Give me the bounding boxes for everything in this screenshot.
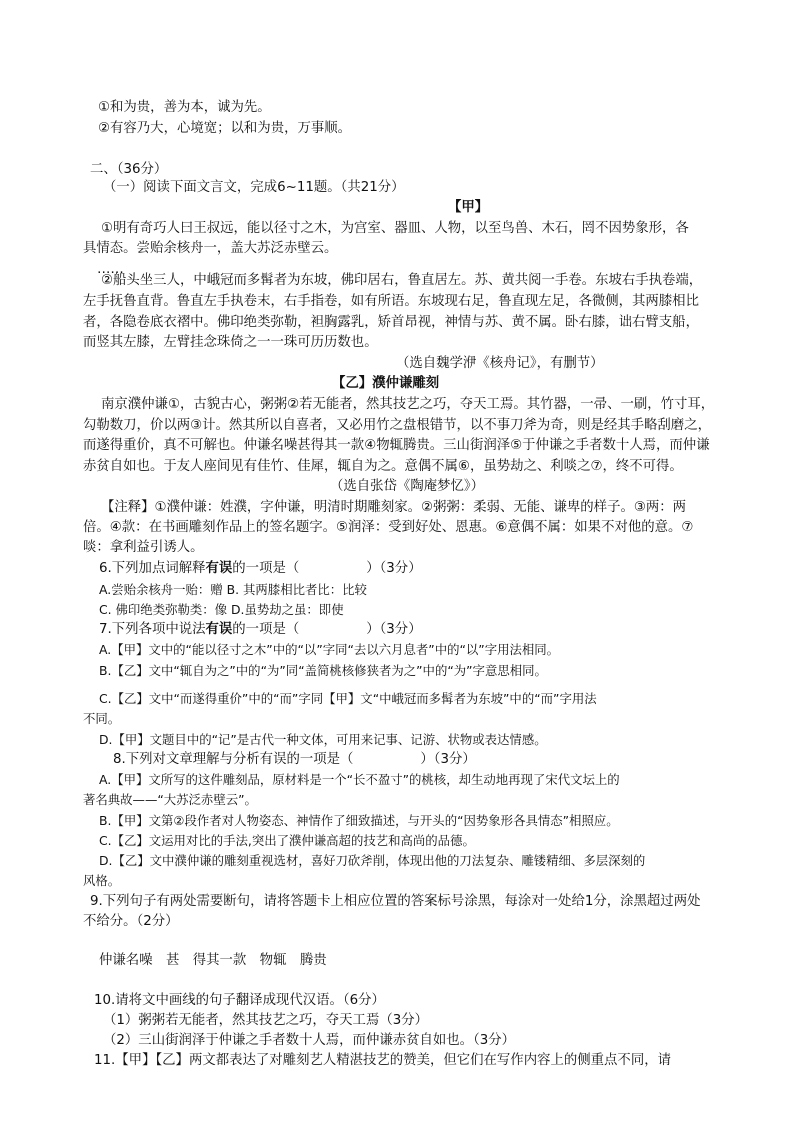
question-7-stem: 7.下列各项中说法有误的一项是（ ）（3分） bbox=[99, 622, 422, 637]
yi-para-line: 南京濮仲谦①，古貌古心，粥粥②若无能者，然其技艺之巧，夺天工焉。其竹器，一帚、一刷，竹寸耳， bbox=[101, 397, 715, 412]
jia-para1-line: ①明有奇巧人曰王叔远，能以径寸之木，为宫室、器皿、人物，以至鸟兽、木石，罔不因势象形，各 bbox=[101, 221, 689, 236]
jia-para2-line: 而竖其左膝，左臂挂念珠倚之一一珠可历历数也。 bbox=[83, 335, 378, 350]
question-6-options-cd: C. 佛印绝类弥勒类：像 D.虽势劫之虽：即使 bbox=[99, 602, 344, 617]
question-9-phrase: 仲谦名噪 甚 得其一款 物辄 腾贵 bbox=[99, 953, 327, 968]
question-8-option-a: A.【甲】文所写的这件雕刻品，原材料是一个“长不盈寸”的桃核，却生动地再现了宋代文坛上的 bbox=[99, 772, 620, 787]
jia-para1-line: 具情态。尝贻余核舟一，盖大苏泛赤壁云。 bbox=[83, 241, 338, 256]
notes-line: 倍。④款：在书画雕刻作品上的签名题字。⑤润泽：受到好处、恩惠。⑥意偶不属：如果不对他的意。⑦ bbox=[83, 520, 694, 535]
subsection-heading: （一）阅读下面文言文，完成6~11题。（共21分） bbox=[103, 180, 405, 195]
question-11-stem: 11.【甲】【乙】两文都表达了对雕刻艺人精湛技艺的赞美，但它们在写作内容上的侧重点不同，请 bbox=[94, 1053, 671, 1068]
question-8-option-d-cont: 风格。 bbox=[83, 873, 121, 888]
yi-source: （选自张岱《陶庵梦忆》） bbox=[330, 479, 484, 494]
question-8-stem: 8.下列对文章理解与分析有误的一项是（ ）（3分） bbox=[113, 752, 476, 767]
question-6-options-ab: A.尝贻余核舟一贻：赠 B. 其两膝相比者比：比较 bbox=[99, 582, 367, 597]
intro-line-1: ①和为贵，善为本，诚为先。 bbox=[98, 100, 271, 115]
yi-para-line: 而遂得重价，真不可解也。仲谦名噪甚得其一款④物辄腾贵。三山街润泽⑤于仲谦之手者数十人焉，而仲谦 bbox=[83, 438, 710, 453]
text-jia-title: 【甲】 bbox=[448, 200, 489, 215]
question-7-option-d: D.【甲】文题目中的“记”是古代一种文体，可用来记事、记游、状物或表达情感。 bbox=[99, 732, 547, 747]
section-heading: 二、（36分） bbox=[90, 162, 168, 177]
question-8-option-b: B.【甲】文第②段作者对人物姿态、神情作了细致描述，与开头的“因势象形各具情态”相照应。 bbox=[99, 813, 619, 828]
notes-line: 啖：拿利益引诱人。 bbox=[83, 540, 204, 555]
question-8-option-d: D.【乙】文中濮仲谦的雕刻重视选材，喜好刀砍斧削，体现出他的刀法复杂、雕镂精细、多层深刻的 bbox=[99, 853, 646, 868]
question-9-stem-cont: 不给分。（2分） bbox=[83, 914, 179, 929]
question-10-sentence-2: （2）三山街润泽于仲谦之手者数十人焉，而仲谦赤贫自如也。（3分） bbox=[103, 1033, 516, 1048]
question-8-option-a-cont: 著名典故——“大苏泛赤壁云”。 bbox=[83, 792, 257, 807]
question-10-stem: 10.请将文中画线的句子翻译成现代汉语。（6分） bbox=[94, 993, 385, 1008]
jia-para2-line: ②船头坐三人，中峨冠而多髯者为东坡，佛印居右，鲁直居左。苏、黄共阅一手卷。东坡右手执卷端， bbox=[101, 273, 703, 288]
jia-source: （选自魏学洢《核舟记》，有删节） bbox=[396, 356, 604, 371]
question-7-option-b: B.【乙】文中“辄自为之”中的“为”同“盖简桃核修狭者为之”中的“为”字意思相同。 bbox=[99, 663, 547, 678]
jia-para2-line: 左手抚鲁直背。鲁直左手执卷末，右手指卷，如有所语。东坡现右足，鲁直现左足，各微侧，其两膝相比 bbox=[83, 294, 699, 309]
question-7-option-c-cont: 不同。 bbox=[83, 711, 121, 726]
yi-para-line: 赤贫自如也。于友人座间见有佳竹、佳犀，辄自为之。意偶不属⑥，虽势劫之、利啖之⑦，终不可得。 bbox=[83, 459, 683, 474]
jia-ellipsis: …… bbox=[97, 262, 124, 277]
intro-line-2: ②有容乃大，心境宽；以和为贵，万事顺。 bbox=[98, 121, 352, 136]
question-7-option-c: C.【乙】文中“而遂得重价”中的“而”字同【甲】文“中峨冠而多髯者为东坡”中的“而”字用法 bbox=[99, 691, 597, 706]
jia-para2-line: 者，各隐卷底衣褶中。佛印绝类弥勒，袒胸露乳，矫首昂视，神情与苏、黄不属。卧右膝，诎右臂支船， bbox=[83, 315, 699, 330]
question-6-stem: 6.下列加点词解释有误的一项是（ ）（3分） bbox=[99, 561, 422, 576]
yi-para-line: 勾勒数刀，价以两③计。然其所以自喜者，又必用竹之盘根错节，以不事刀斧为奇，则是经其手略刮磨之， bbox=[83, 418, 711, 433]
question-8-option-c: C.【乙】文运用对比的手法,突出了濮仲谦高超的技艺和高尚的品德。 bbox=[99, 833, 475, 848]
question-7-option-a: A.【甲】文中的“能以径寸之木”中的“以”字同“去以六月息者”中的“以”字用法相同。 bbox=[99, 642, 560, 657]
question-9-stem: 9.下列句子有两处需要断句，请将答题卡上相应位置的答案标号涂黑，每涂对一处给1分，涂黑超过两处 bbox=[90, 894, 701, 909]
text-yi-title: 【乙】濮仲谦雕刻 bbox=[332, 376, 440, 391]
question-10-sentence-1: （1）粥粥若无能者，然其技艺之巧，夺天工焉（3分） bbox=[103, 1013, 429, 1028]
notes-line: 【注释】①濮仲谦：姓濮，字仲谦，明清时期雕刻家。②粥粥：柔弱、无能、谦卑的样子。③两：两 bbox=[101, 500, 687, 515]
